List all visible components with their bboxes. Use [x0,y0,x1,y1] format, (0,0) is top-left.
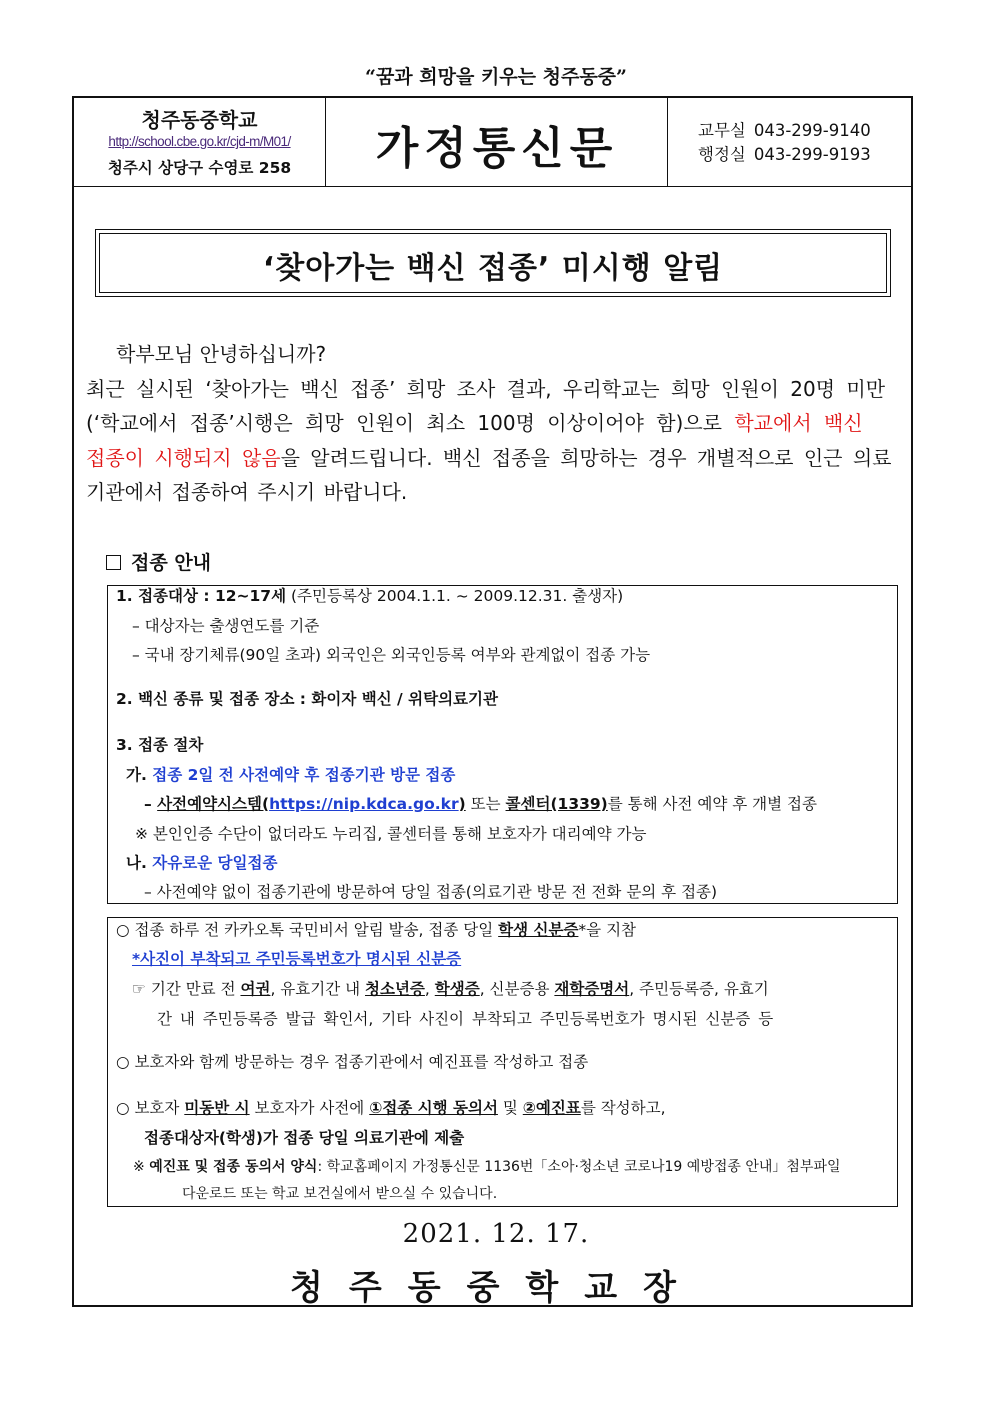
step-a-prefix: 가. [126,766,153,784]
youth-card: 청소년증 [365,980,425,998]
slogan: “꿈과 희망을 키우는 청주동중” [365,66,627,88]
call-center: 콜센터(1339) [505,795,608,813]
form-note-label: 예진표 및 접종 동의서 양식 [149,1159,318,1175]
id-card-footnote: *사진이 부착되고 주민등록번호가 명시된 신분증 [132,950,462,968]
note-text: , 주민등록증, 유효기 [629,980,769,998]
phone-label: 행정실 [698,145,746,164]
phone-number: 043-299-9193 [753,145,871,164]
intro-line-1: 최근 실시된 ‘찾아가는 백신 접종’ 희망 조사 결과, 우리학교는 희망 인원이 20명 미만 [86,377,886,401]
school-url-link[interactable]: http://school.cbe.go.kr/cjd-m/M01/ [108,134,291,149]
target-note: – 국내 장기체류(90일 초과) 외국인은 외국인등록 여부와 관계없이 접종 가능 [132,646,651,664]
note-text: , 신분증용 [479,980,555,998]
reservation-system-close: ) [458,795,466,813]
note-text: 보호자가 사전에 [249,1099,370,1117]
note-id-card [116,921,636,939]
intro-highlight: 학교에서 백신 [734,411,863,435]
consent-form: ①접종 시행 동의서 [369,1099,498,1117]
target-detail: (주민등록상 2004.1.1. ~ 2009.12.31. 출생자) [286,587,624,605]
header-column-divider [325,96,326,186]
target-line [116,587,623,605]
note-text: : 학교홈페이지 가정통신문 1136번「소아·청소년 코로나19 예방접종 안내」첨부파일 [317,1159,841,1175]
note-text: 를 작성하고, [580,1099,666,1117]
reservation-system-label: 사전예약시스템( [157,795,270,813]
step-b [126,854,277,872]
newsletter-title: 가정통신문 [375,123,619,174]
note-text: ☞ 기간 만료 전 [132,980,241,998]
step-a [126,766,455,784]
note-text: 및 [497,1099,523,1117]
phone-admin [698,141,871,165]
id-examples [132,980,769,998]
header-divider [72,186,913,187]
pre-exam-form: ②예진표 [522,1099,581,1117]
note-unaccompanied [116,1099,666,1117]
phone-label: 교무실 [698,121,746,140]
note-guardian: ○ 보호자와 함께 방문하는 경우 접종기관에서 예진표를 작성하고 접종 [116,1053,589,1071]
form-note-cont: 다운로드 또는 학교 보건실에서 받으실 수 있습니다. [182,1186,498,1202]
student-id-highlight: 학생 신분증 [498,921,579,939]
intro-highlight: 접종이 시행되지 않음 [86,446,281,470]
checkbox-square-icon [106,555,121,570]
submit-line: 접종대상자(학생)가 접종 당일 의료기관에 제출 [144,1129,465,1147]
note-text: ※ [133,1159,150,1175]
student-card: 학생증 [434,980,480,998]
greeting: 학부모님 안녕하십니까? [116,342,327,366]
intro-line-3 [86,448,891,468]
header-column-divider [667,96,668,186]
phone-office [698,117,871,141]
id-examples-cont: 간 내 주민등록증 발급 확인서, 기타 사진이 부착되고 주민등록번호가 명시된 신분증 등 [157,1010,774,1028]
passport: 여권 [240,980,271,998]
principal-signature: 청주동중학교장 [290,1268,702,1308]
step-a-text: 접종 2일 전 사전예약 후 접종기관 방문 접종 [152,766,456,784]
target-note: – 대상자는 출생연도를 기준 [132,617,320,635]
procedure-heading: 3. 접종 절차 [116,736,204,754]
step-b-note: – 사전예약 없이 접종기관에 방문하여 당일 접종(의료기관 방문 전 전화 문의 후 접종) [144,883,718,901]
note-text: ○ 보호자 [116,1099,185,1117]
section-heading-text: 접종 안내 [131,552,212,574]
target-label: 1. 접종대상 : 12~17세 [116,587,287,605]
school-name: 청주동중학교 [141,108,258,132]
unaccompanied-highlight: 미동반 시 [184,1099,250,1117]
or-text: 또는 [465,795,506,813]
enrollment-certificate: 재학증명서 [554,980,630,998]
note-text: *을 지참 [578,921,637,939]
step-a-detail [144,795,817,813]
note-text: ○ 접종 하루 전 카카오톡 국민비서 알림 발송, 접종 당일 [116,921,499,939]
vaccine-line: 2. 백신 종류 및 접종 장소 : 화이자 백신 / 위탁의료기관 [116,690,498,708]
step-a-note: ※ 본인인증 수단이 없더라도 누리집, 콜센터를 통해 보호자가 대리예약 가능 [135,825,647,843]
issue-date: 2021. 12. 17. [402,1219,590,1249]
form-note [133,1158,840,1176]
step-b-text: 자유로운 당일접종 [152,854,278,872]
intro-text: 을 알려드립니다. 백신 접종을 희망하는 경우 개별적으로 인근 의료 [280,446,892,470]
intro-text: (‘학교에서 접종’시행은 희망 인원이 최소 100명 이상이어야 함)으로 [86,411,735,435]
step-a-rest: 를 통해 사전 예약 후 개별 접종 [607,795,818,813]
intro-line-4: 기관에서 접종하여 주시기 바랍니다. [86,480,408,504]
section-heading [106,548,211,575]
intro-line-2 [86,413,863,433]
notice-title: ‘찾아가는 백신 접종’ 미시행 알림 [262,251,724,286]
phone-number: 043-299-9140 [753,121,871,140]
school-address: 청주시 상당구 수영로 258 [107,159,292,177]
dash: – [144,795,158,813]
step-b-prefix: 나. [126,854,153,872]
reservation-link[interactable]: https://nip.kdca.go.kr [269,795,459,813]
note-text: , 유효기간 내 [270,980,366,998]
note-text: , [424,980,435,998]
